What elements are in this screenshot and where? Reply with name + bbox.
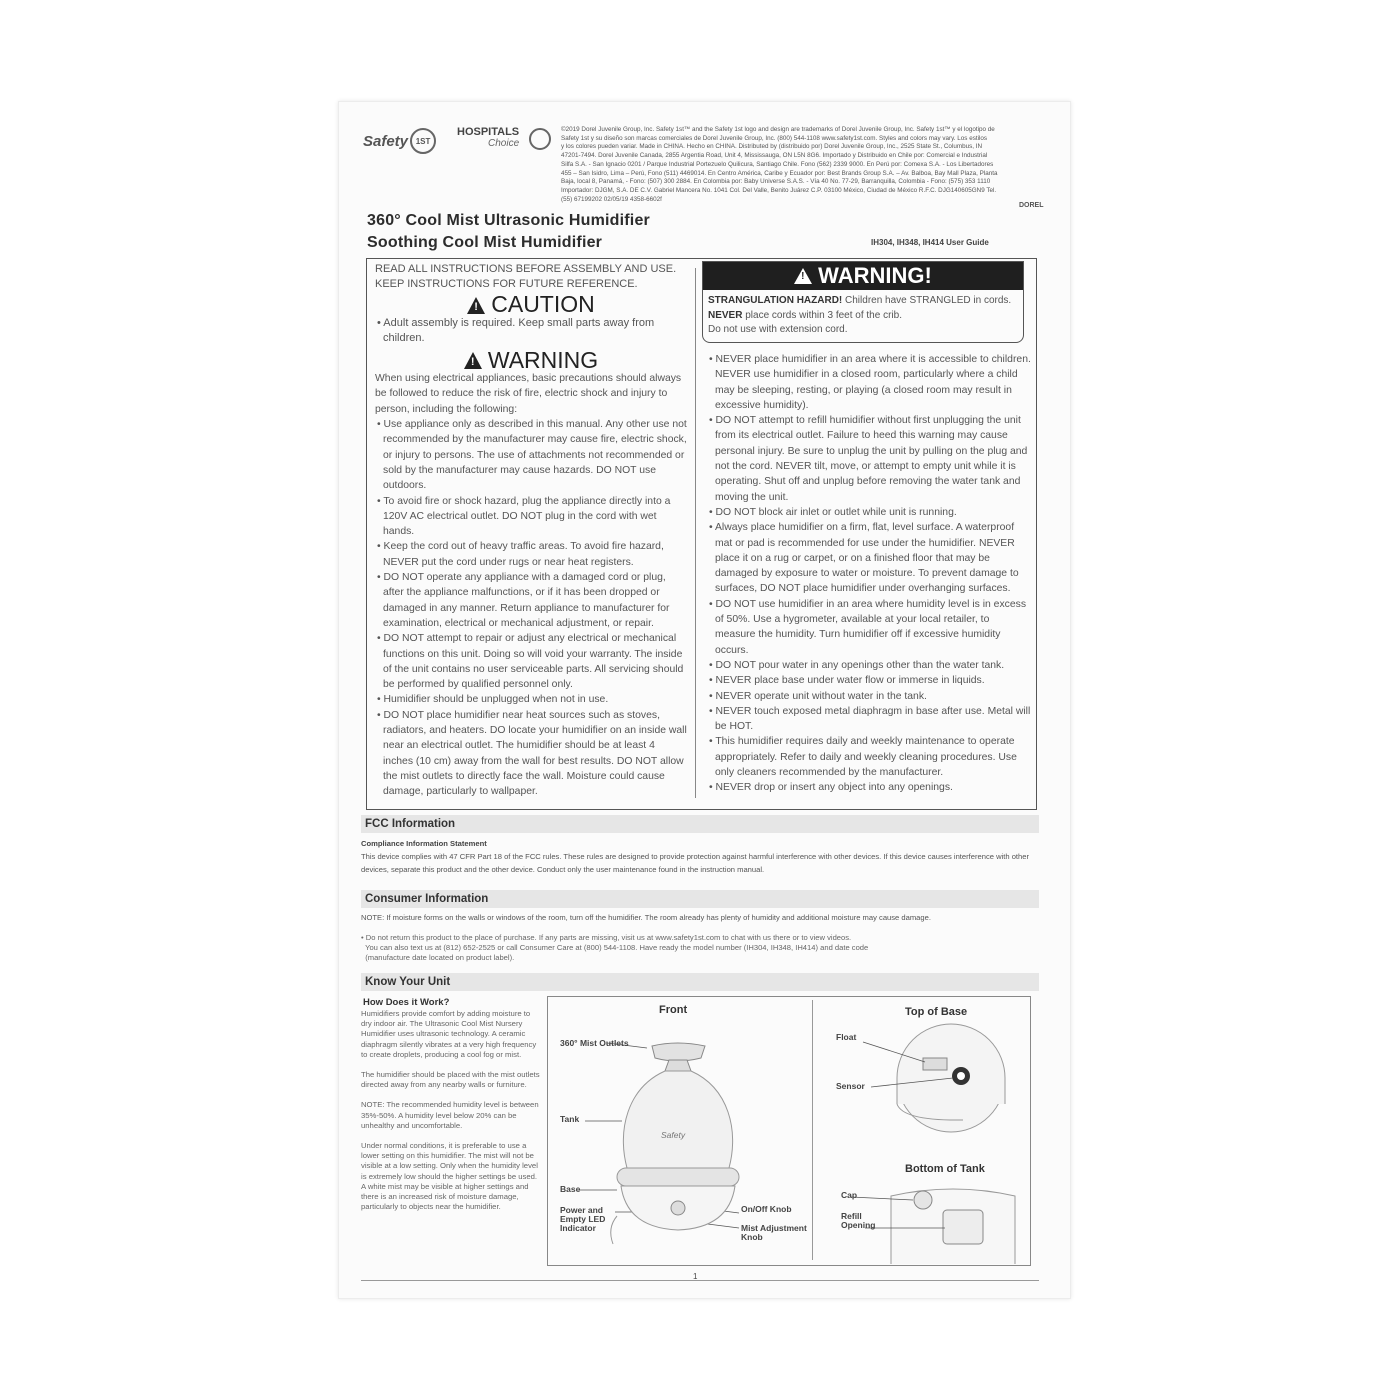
warning-bullet: • Keep the cord out of heavy traffic areas. To avoid fire hazard, NEVER put the cord under rugs or near heat registers.: [377, 541, 664, 568]
consumer-note: NOTE: If moisture forms on the walls or windows of the room, turn off the humidifier. The room already has plenty of humidity and additional moisture may cause damage.: [361, 913, 931, 922]
tank-label: Tank: [560, 1114, 580, 1124]
warning-bullet: • DO NOT block air inlet or outlet while unit is running.: [709, 506, 957, 518]
cord-shape: [611, 1216, 617, 1244]
dorel-logo: DOREL: [1019, 202, 1044, 209]
warning-bullet: • NEVER operate unit without water in the tank.: [709, 690, 927, 702]
legal-line: (55) 67199202 02/05/19 4358-6602f: [561, 195, 662, 203]
how-paragraph: NOTE: The recommended humidity level is between 35%-50%. A humidity level below 20% can be unhealthy and uncomfortable.: [361, 1100, 539, 1130]
warning-bullet: • NEVER touch exposed metal diaphragm in base after use. Metal will be HOT.: [709, 705, 1031, 733]
how-paragraph: Humidifiers provide comfort by adding moisture to dry indoor air. The Ultrasonic Cool Mist Nursery Humidifier uses ultrasonic technology. A ceramic diaphragm silently vibrates at a very high frequency to create droplets, producing a cool fog or mist.: [361, 1009, 537, 1059]
mist-adj-line-1: Mist Adjustment: [741, 1223, 807, 1233]
consumer-section-bar: Consumer Information: [361, 890, 1039, 908]
intro-line-2: KEEP INSTRUCTIONS FOR FUTURE REFERENCE.: [375, 278, 638, 291]
never-bold: NEVER: [708, 309, 743, 321]
refill-line-2: Opening: [841, 1220, 876, 1230]
title-line-2: Soothing Cool Mist Humidifier: [367, 234, 603, 251]
warning-heading-text: WARNING: [487, 347, 599, 374]
refill-line-1: Refill: [841, 1211, 862, 1221]
mist-adjustment-label: [741, 1224, 807, 1242]
cap-shape: [914, 1191, 932, 1209]
warning-bullet: • Always place humidifier on a firm, flat, level surface. A waterproof mat or pad is recommended for use under the humidifier. NEVER place it on a rug or carpet, or on a finished floor that may be damaged by exposure to water or moisture. To prevent damage to surfaces, DO NOT place humidifier under overhanging surfaces.: [709, 522, 1019, 595]
float-shape: [923, 1058, 947, 1070]
safety-logo-text: Safety: [363, 132, 409, 150]
how-does-it-work-title: How Does it Work?: [363, 997, 450, 1008]
choice-text: Choice: [488, 138, 520, 149]
tank-logo-text: Safety: [661, 1130, 686, 1140]
sensor-label: Sensor: [836, 1081, 865, 1091]
float-label: Float: [836, 1032, 857, 1042]
intro-line-1: READ ALL INSTRUCTIONS BEFORE ASSEMBLY AND USE.: [375, 263, 677, 275]
warning-bullet: • DO NOT attempt to repair or adjust any electrical or mechanical functions on this unit. Doing so will void your warranty. The inside of the unit contains no user serviceable parts. All servicing should be performed by qualified personnel only.: [377, 633, 684, 691]
legal-notice: [561, 126, 1026, 204]
caution-heading-text: CAUTION: [491, 291, 595, 318]
warning-bullet: • NEVER drop or insert any object into any openings.: [709, 782, 953, 794]
tank-shape: [623, 1071, 732, 1168]
legal-line: y los colores pueden variar. Made in CHINA. Hecho en CHINA. Distributed by (distribuido por) Dorel Juvenile Group, Inc., 2525 State St., Columbus, IN: [561, 143, 983, 151]
warning-triangle-icon: [464, 352, 482, 369]
mist-cap-shape: [652, 1043, 705, 1061]
safety-1st-mark: 1ST: [410, 128, 436, 154]
page-number: 1: [693, 1272, 698, 1281]
legal-line: Safety 1st y su diseño son marcas comerciales de Dorel Juvenile Group, Inc. (800) 544-1108 www.safety1st.com. Styles and colors may vary. Los estilos: [561, 134, 988, 142]
warning-bullet: • DO NOT use humidifier in an area where humidity level is in excess of 50%. Use a hygrometer, available at your local retailer, to measure the humidity. Turn humidifier off if excessive humidity occurs.: [709, 598, 1027, 656]
fcc-section-bar: FCC Information: [361, 815, 1039, 833]
knob-shape: [671, 1201, 685, 1215]
footer-rule: [361, 1280, 1039, 1281]
legal-line: Silfa S.A. - San Ignacio 0201 / Parque Industrial Portezuelo Quilicura, Santiago Chile. Fono (562) 2339 9000. En Perú por: Comexa S.A. - Los Libertadores: [561, 160, 994, 168]
mist-adj-line-2: Knob: [741, 1232, 763, 1242]
base-label: Base: [560, 1184, 581, 1194]
how-paragraph: Under normal conditions, it is preferable to use a lower setting on this humidifier. The mist will not be visible at a low setting. Only when the humidity level is extremely low should the higher settings be used. A white mist may be visible at higher settings and there is an increased risk of moisture damage, particularly to objects near the humidifier.: [361, 1141, 538, 1212]
strangulation-warning-box: [702, 261, 1024, 343]
top-of-base-label: Top of Base: [905, 1006, 968, 1018]
caution-heading: [375, 291, 687, 318]
refill-opening-shape: [943, 1210, 983, 1244]
title-line-1: 360° Cool Mist Ultrasonic Humidifier: [367, 212, 650, 229]
warning-bar: [703, 262, 1023, 290]
consumer-line: (manufacture date located on product label).: [361, 953, 515, 962]
warning-triangle-icon: [467, 297, 485, 314]
consumer-line: • Do not return this product to the place of purchase. If any parts are missing, visit us at www.safety1st.com to chat with us there or to view videos.: [361, 933, 852, 942]
safety-1st-logo: [363, 128, 436, 154]
fcc-text: This device complies with 47 CFR Part 18 of the FCC rules. These rules are designed to provide protection against harmful interference with other devices. If this device causes interference with other devices, separate this product and the other device. Conduct only the user maintenance found in the instruction manual.: [361, 852, 1030, 874]
mist-outlets-label: 360° Mist Outlets: [560, 1038, 629, 1048]
warning-bullet: • Humidifier should be unplugged when not in use.: [377, 694, 609, 706]
seal-icon: [529, 128, 551, 150]
front-label: Front: [659, 1004, 688, 1016]
extension-cord-line: Do not use with extension cord.: [708, 324, 848, 335]
legal-line: Baja, local 8, Panamá, - Fono: (507) 300 2884. En Colombia por: Baby Universe S.A.S. - Vía 40 No. 77-29, Barranquilla, Colombia - Fono: (575) 353 1110: [561, 178, 991, 186]
power-led-line-1: Power and: [560, 1205, 603, 1215]
warning-box-heading: WARNING!: [818, 263, 932, 288]
how-paragraph: The humidifier should be placed with the mist outlets directed away from any nearby walls or furniture.: [361, 1070, 540, 1090]
legal-line: 455 – San Isidro, Lima – Perú, Fono (511) 4469014. En Centro América, Caribe y Ecuador por: Best Brands Group S.A. – Av. Balboa, Bay Mall Plaza, Planta: [561, 169, 998, 177]
product-title: [367, 210, 650, 254]
bottom-of-tank-label: Bottom of Tank: [905, 1163, 985, 1175]
warning-right-list: [707, 352, 1031, 796]
consumer-line: You can also text us at (812) 652-2525 or call Consumer Care at (800) 544-1108. Have ready the model number (IH304, IH348, IH414) and date code: [361, 943, 869, 952]
caution-text: • Adult assembly is required. Keep small parts away from children.: [377, 316, 655, 344]
legal-line: Importador: DJGM, S.A. DE C.V. Gabriel Mancera No. 1041 Col. Del Valle, Benito Juárez C.P. 03100 México, Ciudad de México R.F.C. DJG140605GN9 Tel.: [561, 186, 997, 194]
warning-bullet: • Use appliance only as described in this manual. Any other use not recommended by the manufacturer may cause fire, electric shock, or injury to persons. The use of attachments not recommended or sold by the manufacturer may cause hazards. DO NOT use outdoors.: [377, 419, 687, 492]
legal-line: ©2019 Dorel Juvenile Group, Inc. Safety 1st™ and the Safety 1st logo and design are trademarks of Dorel Juvenile Group, Inc. Safety 1st™ y el logotipo de: [561, 126, 995, 133]
fcc-subheading: Compliance Information Statement: [361, 839, 487, 848]
warning-bullet: • DO NOT operate any appliance with a damaged cord or plug, after the appliance malfunctions, or if it has been dropped or damaged in any manner. Return appliance to manufacturer for examination, electrical or mechanical adjustment, or repair.: [377, 572, 670, 629]
power-led-label: [560, 1206, 605, 1233]
cap-label: Cap: [841, 1190, 858, 1200]
onoff-knob-label: On/Off Knob: [741, 1204, 792, 1214]
strangulation-bold: STRANGULATION HAZARD!: [708, 295, 843, 306]
power-led-line-3: Indicator: [560, 1223, 596, 1233]
user-guide-label: IH304, IH348, IH414 User Guide: [871, 238, 989, 247]
warning-bullet: • This humidifier requires daily and weekly maintenance to operate appropriately. Refer to daily and weekly cleaning procedures. Use only cleaners recommended by the manufacturer.: [709, 736, 1017, 779]
warning-bullet: • DO NOT attempt to refill humidifier without first unplugging the unit from its electrical outlet. Failure to heed this warning may cause personal injury. Be sure to unplug the unit by pulling on the plug and not the cord. NEVER tilt, move, or attempt to empty unit while it is operating. Shut off and unplug before removing the water tank and moving the unit.: [709, 415, 1028, 503]
refill-opening-label: [841, 1212, 875, 1230]
strangulation-rest: Children have STRANGLED in cords.: [842, 295, 1012, 306]
instruction-sheet: [338, 101, 1071, 1299]
how-it-works-text: [361, 1009, 541, 1222]
legal-line: 47201-7494. Dorel Juvenile Canada, 2855 Argentia Road, Unit 4, Mississauga, ON L5N 8G6. Importado y Distribuido en Chile por: Comercial e Industrial: [561, 152, 988, 160]
crib-rest: place cords within 3 feet of the crib.: [742, 309, 902, 321]
warning-intro: When using electrical appliances, basic precautions should always be followed to reduce the risk of fire, electric shock and injury to person, including the following:: [375, 373, 682, 415]
warning-heading: [375, 347, 687, 374]
warning-bullet: • DO NOT place humidifier near heat sources such as stoves, radiators, and heaters. DO locate your humidifier on an inside wall near an electrical outlet. The humidifier should be at least 4 inches (10 cm) away from the wall for best results. DO NOT allow the mist outlets to directly face the wall. Moisture could cause damage, particularly to wallpaper.: [377, 709, 687, 798]
warning-bullet: • NEVER place base under water flow or immerse in liquids.: [709, 675, 985, 687]
power-led-line-2: Empty LED: [560, 1214, 606, 1224]
consumer-text: [361, 933, 1041, 963]
warning-bullet: • To avoid fire or shock hazard, plug the appliance directly into a 120V AC electrical outlet. DO NOT plug in the cord with wet hands.: [377, 495, 671, 538]
warning-triangle-icon: [794, 268, 812, 284]
warning-bullet: • DO NOT pour water in any openings other than the water tank.: [709, 659, 1005, 671]
column-divider: [695, 268, 696, 798]
hospitals-choice-logo: [457, 126, 519, 150]
warning-left-list: [375, 417, 687, 799]
base-ring: [617, 1168, 739, 1186]
safety-left-column: [375, 262, 687, 800]
hospitals-text: HOSPITALS: [457, 126, 520, 138]
know-unit-section-bar: Know Your Unit: [361, 973, 1039, 991]
warning-box-body: [703, 290, 1023, 342]
warning-bullet: • NEVER place humidifier in an area where it is accessible to children. NEVER use humidifier in a closed room, particularly where a child may be sleeping, resting, or playing (a closed room may result in excessive humidity).: [709, 354, 1031, 411]
